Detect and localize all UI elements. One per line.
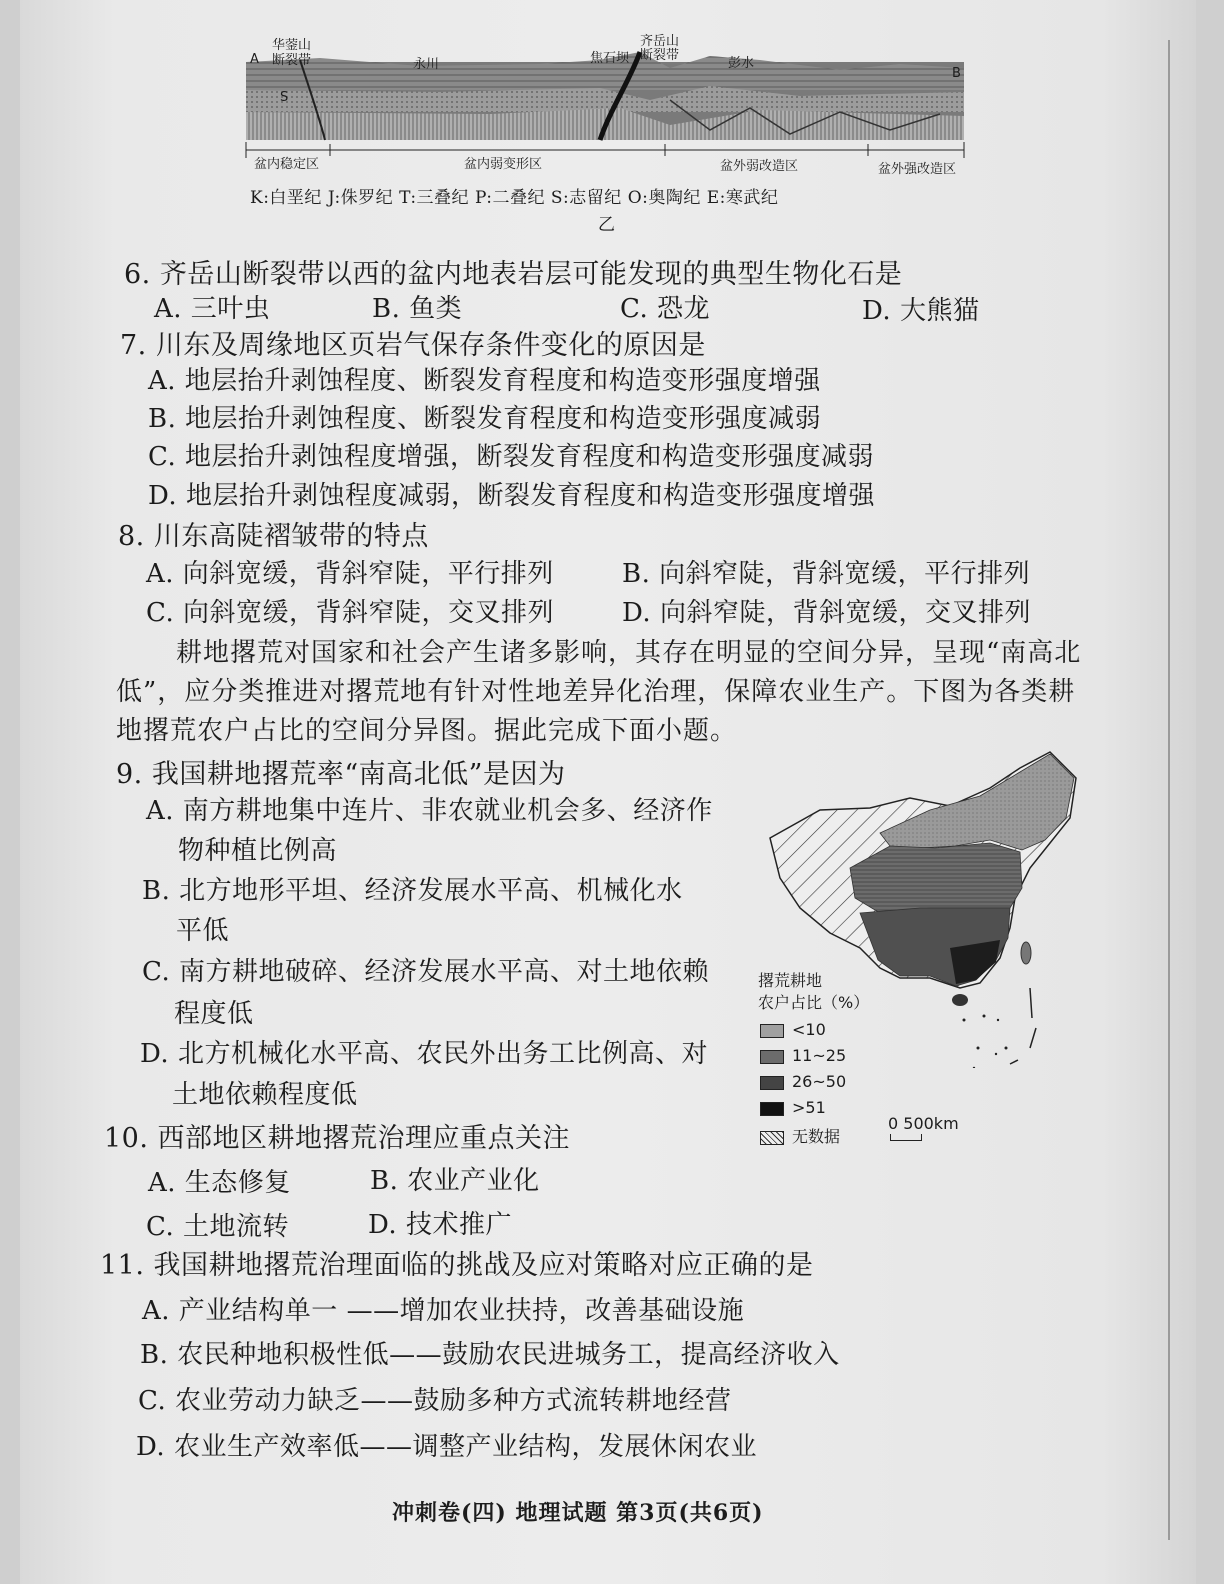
label-huaying-fault: 断裂带: [272, 53, 312, 68]
label-b: B: [952, 66, 961, 81]
question-7-option-d[interactable]: D. 地层抬升剥蚀程度减弱，断裂发育程度和构造变形强度增强: [148, 481, 875, 511]
question-10-option-b[interactable]: B. 农业产业化: [370, 1166, 540, 1196]
intro-line-1: 耕地撂荒对国家和社会产生诸多影响，其存在明显的空间分异，呈现“南高北: [176, 638, 1082, 668]
map-scale: 0 500km: [888, 1114, 959, 1133]
question-6-option-b[interactable]: B. 鱼类: [372, 294, 463, 324]
zone-label: 盆外强改造区: [878, 162, 957, 177]
question-10-option-a[interactable]: A. 生态修复: [148, 1168, 291, 1198]
question-9-stem: 9. 我国耕地撂荒率“南高北低”是因为: [116, 759, 566, 790]
label-jiaoshiba: 焦石坝: [590, 51, 630, 66]
map-legend-subtitle: 农户占比（%）: [758, 993, 870, 1012]
question-7-option-b[interactable]: B. 地层抬升剥蚀程度、断裂发育程度和构造变形强度减弱: [148, 404, 822, 434]
question-11-option-d[interactable]: D. 农业生产效率低——调整产业结构，发展休闲农业: [136, 1432, 757, 1462]
label-s: S: [280, 90, 289, 105]
label-a: A: [250, 52, 259, 67]
map-scale-bar: [890, 1134, 922, 1141]
question-11-option-b[interactable]: B. 农民种地积极性低——鼓励农民进城务工，提高经济收入: [140, 1340, 840, 1370]
question-11-option-c[interactable]: C. 农业劳动力缺乏——鼓励多种方式流转耕地经营: [138, 1386, 732, 1416]
question-9-option-c[interactable]: C. 南方耕地破碎、经济发展水平高、对土地依赖: [142, 957, 709, 987]
map-legend-item: <10: [760, 1020, 826, 1039]
question-7-stem: 7. 川东及周缘地区页岩气保存条件变化的原因是: [120, 330, 706, 361]
question-9-option-c-cont: 程度低: [174, 999, 254, 1029]
question-8-option-b[interactable]: B. 向斜窄陡，背斜宽缓，平行排列: [622, 559, 1031, 589]
question-8-stem: 8. 川东高陡褶皱带的特点: [118, 521, 429, 552]
map-legend-item: >51: [760, 1098, 826, 1117]
figure-legend: K:白垩纪 J:侏罗纪 T:三叠纪 P:二叠纪 S:志留纪 O:奥陶纪 E:寒武纪: [250, 188, 779, 208]
question-11-stem: 11. 我国耕地撂荒治理面临的挑战及应对策略对应正确的是: [100, 1250, 814, 1281]
question-11-option-a[interactable]: A. 产业结构单一 ——增加农业扶持，改善基础设施: [142, 1296, 745, 1326]
question-9-option-d-cont: 土地依赖程度低: [172, 1080, 358, 1110]
figure-caption: 乙: [598, 215, 616, 235]
label-qiyue: 齐岳山: [640, 34, 680, 49]
map-legend-title: 撂荒耕地: [758, 971, 823, 990]
question-10-option-d[interactable]: D. 技术推广: [368, 1210, 512, 1240]
question-6-option-d[interactable]: D. 大熊猫: [862, 296, 980, 326]
question-9-option-a[interactable]: A. 南方耕地集中连片、非农就业机会多、经济作: [146, 796, 713, 826]
question-9-option-d[interactable]: D. 北方机械化水平高、农民外出务工比例高、对: [140, 1039, 708, 1069]
label-pengshui: 彭水: [728, 56, 755, 71]
question-6-option-c[interactable]: C. 恐龙: [620, 294, 710, 324]
intro-line-3: 地撂荒农户占比的空间分异图。据此完成下面小题。: [116, 716, 738, 746]
zone-label: 盆内稳定区: [254, 157, 320, 172]
map-legend-item: 26~50: [760, 1072, 846, 1091]
question-7-option-c[interactable]: C. 地层抬升剥蚀程度增强，断裂发育程度和构造变形强度减弱: [148, 442, 874, 472]
question-8-option-d[interactable]: D. 向斜窄陡，背斜宽缓，交叉排列: [622, 598, 1031, 628]
question-8-option-a[interactable]: A. 向斜宽缓，背斜窄陡，平行排列: [146, 559, 554, 589]
question-7-option-a[interactable]: A. 地层抬升剥蚀程度、断裂发育程度和构造变形强度增强: [148, 366, 821, 396]
label-huaying: 华蓥山: [272, 38, 312, 53]
question-6-option-a[interactable]: A. 三叶虫: [154, 294, 271, 324]
question-9-option-b[interactable]: B. 北方地形平坦、经济发展水平高、机械化水: [142, 876, 683, 906]
question-10-option-c[interactable]: C. 土地流转: [146, 1212, 289, 1242]
intro-line-2: 低”，应分类推进对撂荒地有针对性地差异化治理，保障农业生产。下图为各类耕: [116, 677, 1076, 707]
page-edge-line: [1168, 40, 1170, 1540]
zone-label: 盆内弱变形区: [464, 157, 543, 172]
map-legend-item: 11~25: [760, 1046, 846, 1065]
map-legend-item: 无数据: [760, 1124, 840, 1147]
page-footer: 冲刺卷(四) 地理试题 第3页(共6页): [392, 1500, 764, 1526]
label-qiyue-fault: 断裂带: [640, 48, 680, 63]
question-9-option-b-cont: 平低: [176, 916, 230, 946]
question-9-option-a-cont: 物种植比例高: [178, 836, 338, 866]
question-10-stem: 10. 西部地区耕地撂荒治理应重点关注: [104, 1123, 571, 1154]
zone-label: 盆外弱改造区: [720, 159, 799, 174]
question-6-stem: 6. 齐岳山断裂带以西的盆内地表岩层可能发现的典型生物化石是: [124, 259, 903, 290]
question-8-option-c[interactable]: C. 向斜宽缓，背斜窄陡，交叉排列: [146, 598, 554, 628]
label-yongchuan: 永川: [413, 57, 440, 72]
